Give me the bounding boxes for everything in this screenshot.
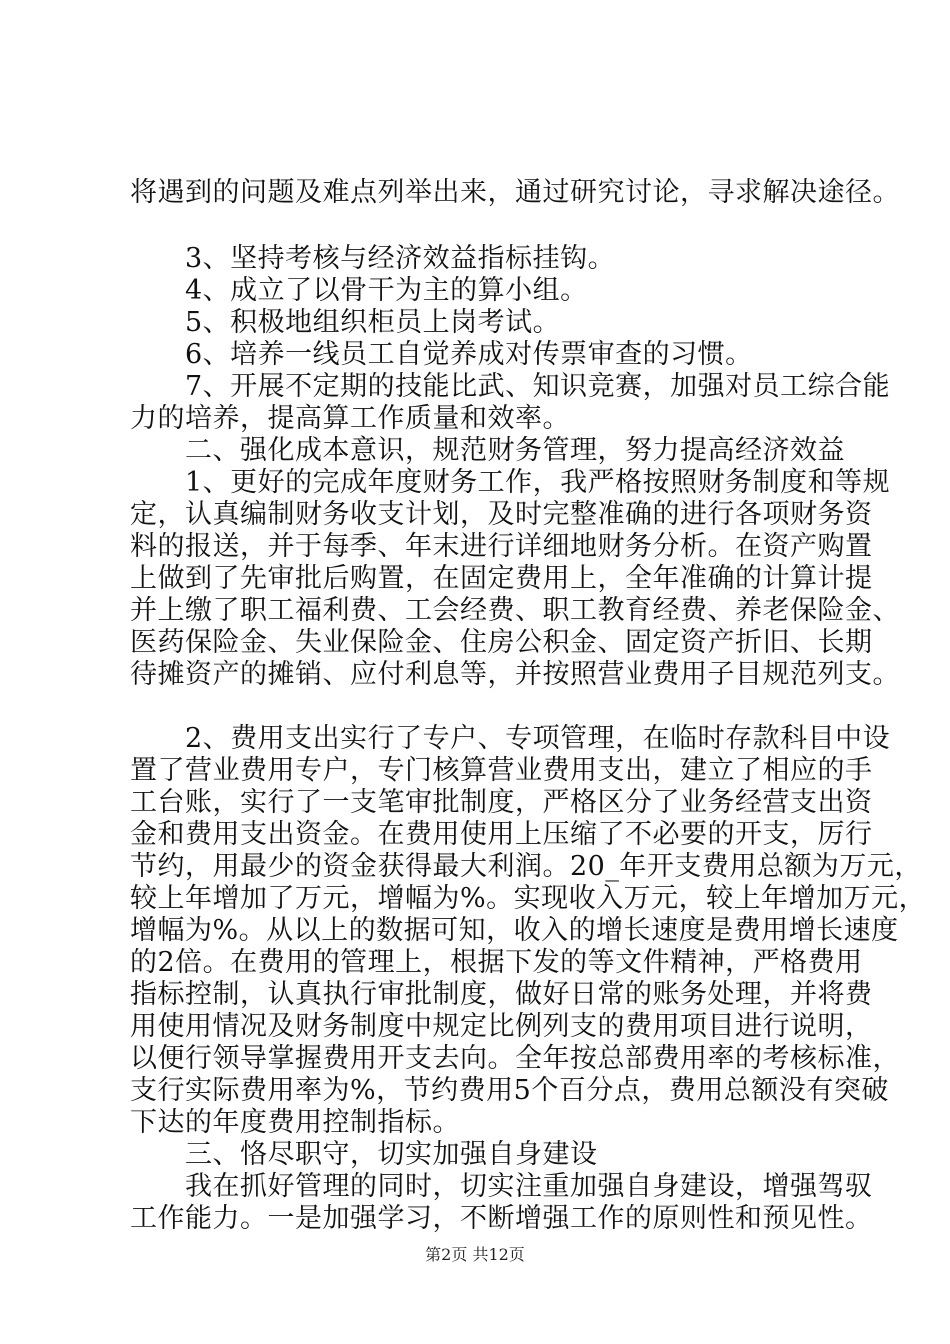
body-line: 3、坚持考核与经济效益指标挂钩。 [130, 243, 616, 274]
body-line: 工作能力。一是加强学习，不断增强工作的原则性和预见性。 [130, 1203, 873, 1234]
body-line: 的2倍。在费用的管理上，根据下发的等文件精神，严格费用 [130, 947, 863, 978]
body-line: 较上年增加了万元，增幅为%。实现收入万元，较上年增加万元， [130, 883, 927, 914]
page-number-footer: 第2页 共12页 [425, 1245, 525, 1264]
body-line: 7、开展不定期的技能比武、知识竞赛，加强对员工综合能 [130, 371, 891, 402]
body-line: 支行实际费用率为%，节约费用5个百分点，费用总额没有突破 [130, 1075, 889, 1106]
body-line: 并上缴了职工福利费、工会经费、职工教育经费、养老保险金、 [130, 595, 900, 626]
body-line: 待摊资产的摊销、应付利息等，并按照营业费用子目规范列支。 [130, 659, 900, 690]
body-line: 置了营业费用专户，专门核算营业费用支出，建立了相应的手 [130, 755, 873, 786]
section-heading: 三、恪尽职守，切实加强自身建设 [130, 1139, 598, 1170]
body-line: 将遇到的问题及难点列举出来，通过研究讨论，寻求解决途径。 [130, 177, 900, 208]
body-line: 下达的年度费用控制指标。 [130, 1107, 460, 1138]
body-line: 以便行领导掌握费用开支去向。全年按总部费用率的考核标准， [130, 1043, 900, 1074]
body-line: 工台账，实行了一支笔审批制度，严格区分了业务经营支出资 [130, 787, 873, 818]
body-line: 1、更好的完成年度财务工作，我严格按照财务制度和等规 [130, 467, 891, 498]
body-line: 料的报送，并于每季、年末进行详细地财务分析。在资产购置 [130, 531, 873, 562]
body-line: 节约，用最少的资金获得最大利润。20_年开支费用总额为万元， [130, 851, 922, 882]
body-line: 6、培养一线员工自觉养成对传票审查的习惯。 [130, 339, 753, 370]
body-line: 4、成立了以骨干为主的算小组。 [130, 275, 588, 306]
body-line: 我在抓好管理的同时，切实注重加强自身建设，增强驾驭 [130, 1171, 873, 1202]
body-line: 医药保险金、失业保险金、住房公积金、固定资产折旧、长期 [130, 627, 873, 658]
body-line: 定，认真编制财务收支计划，及时完整准确的进行各项财务资 [130, 499, 873, 530]
body-line: 增幅为%。从以上的数据可知，收入的增长速度是费用增长速度 [130, 915, 899, 946]
section-heading: 二、强化成本意识，规范财务管理，努力提高经济效益 [130, 435, 845, 466]
body-line: 用使用情况及财务制度中规定比例列支的费用项目进行说明， [130, 1011, 873, 1042]
body-line: 指标控制，认真执行审批制度，做好日常的账务处理，并将费 [130, 979, 873, 1010]
body-line: 力的培养，提高算工作质量和效率。 [130, 403, 570, 434]
body-line: 5、积极地组织柜员上岗考试。 [130, 307, 561, 338]
body-line: 金和费用支出资金。在费用使用上压缩了不必要的开支，厉行 [130, 819, 873, 850]
body-line: 上做到了先审批后购置，在固定费用上，全年准确的计算计提 [130, 563, 873, 594]
body-line: 2、费用支出实行了专户、专项管理，在临时存款科目中设 [130, 723, 891, 754]
